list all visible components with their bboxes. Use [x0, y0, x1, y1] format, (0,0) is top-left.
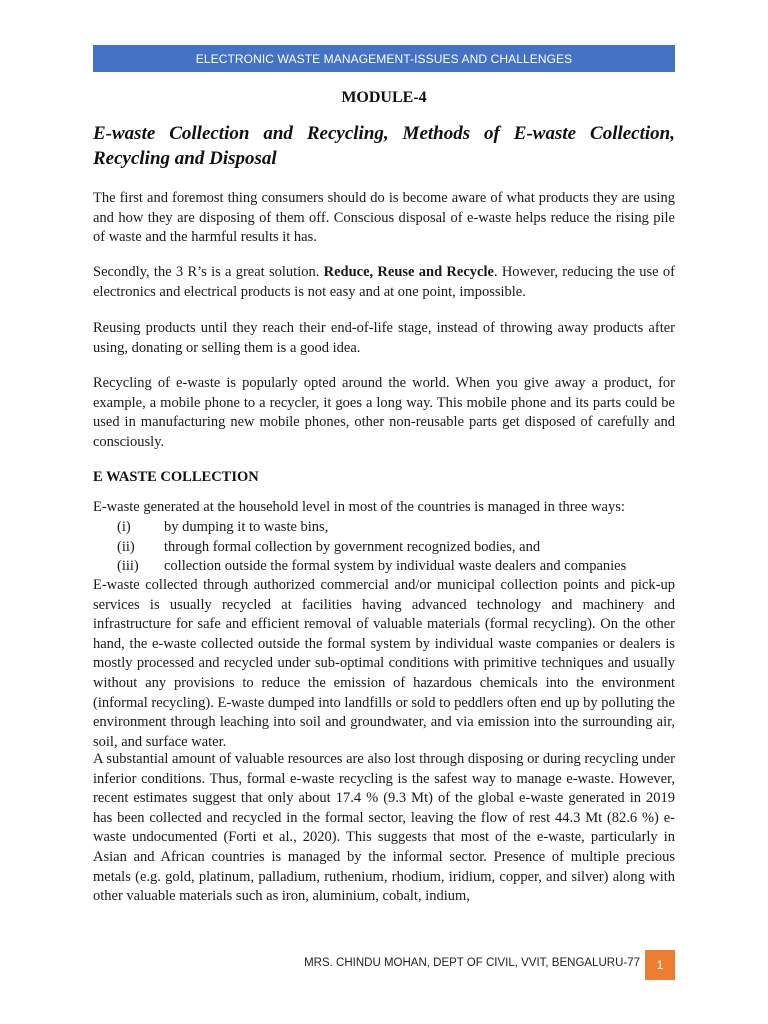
- module-heading: MODULE-4: [341, 89, 427, 106]
- list-item: [93, 557, 675, 577]
- footer-author: MRS. CHINDU MOHAN, DEPT OF CIVIL, VVIT, BENGALURU-77: [304, 957, 640, 969]
- paragraph-5: E-waste collected through authorized commercial and/or municipal collection points and pick-up services is usually recycled at facilities having advanced technology and machinery and infrastructure for safe and efficient removal of valuable materials (formal recycling). On the other hand, the e-waste collected outside the formal system by individual waste companies or dealers is mostly processed and recycled under sub-optimal conditions with primitive techniques and usually without any provisions to reduce the emission of hazardous chemicals into the environment (informal recycling). E-waste dumped into landfills or sold to peddlers often end up by polluting the environment through leaching into soil and groundwater, and via emission into the surrounding air, soil, and surface water.: [93, 577, 675, 750]
- list-item-text: collection outside the formal system by individual waste dealers and companies: [164, 558, 627, 575]
- paragraph-2-start: Secondly, the 3 R’s is a great solution.: [93, 264, 324, 280]
- paragraph-2-bold: Reduce, Reuse and Recycle: [323, 264, 494, 280]
- running-header: [93, 45, 675, 72]
- page-title: E-waste Collection and Recycling, Methods of E-waste Collection, Recycling and Disposal: [93, 123, 675, 169]
- list-item: [93, 518, 675, 538]
- section-intro: E-waste generated at the household level in most of the countries is managed in three ways:: [93, 499, 625, 515]
- list-item-text: by dumping it to waste bins,: [164, 519, 329, 535]
- collection-methods-list: [93, 518, 675, 577]
- list-item-number: (iii): [117, 558, 139, 575]
- list-item-number: (ii): [117, 538, 135, 555]
- paragraph-2-end: . However, reducing the use of electronics and electrical products is not easy and at one point, impossible.: [93, 264, 675, 300]
- paragraph-1: The first and foremost thing consumers should do is become aware of what products they are using and how they are disposing of them off. Conscious disposal of e-waste helps reduce the rising pile of waste and the harmful results it has.: [93, 190, 675, 246]
- section-heading: E WASTE COLLECTION: [93, 469, 259, 485]
- paragraph-4: Recycling of e-waste is popularly opted around the world. When you give away a product, for example, a mobile phone to a recycler, it goes a long way. This mobile phone and its parts could be used in manufacturing new mobile phones, other non-reusable parts get disposed of carefully and consciously.: [93, 375, 675, 450]
- paragraph-6: A substantial amount of valuable resources are also lost through disposing or during recycling under inferior conditions. Thus, formal e-waste recycling is the safest way to manage e-waste. However, recent estimates suggest that only about 17.4 % (9.3 Mt) of the global e-waste generated in 2019 has been collected and recycled in the formal sector, leaving the flow of rest 44.3 Mt (82.6 %) e-waste undocumented (Forti et al., 2020). This suggests that most of the e-waste, particularly in Asian and African countries is managed by the informal sector. Presence of multiple precious metals (e.g. gold, platinum, palladium, ruthenium, rhodium, iridium, copper, and silver) along with other valuable materials such as iron, aluminium, cobalt, indium,: [93, 751, 675, 905]
- page-number-badge: [645, 950, 675, 980]
- list-item-text: through formal collection by government recognized bodies, and: [164, 538, 541, 555]
- page-number: 1: [656, 958, 664, 972]
- paragraph-3: Reusing products until they reach their end-of-life stage, instead of throwing away products after using, donating or selling them is a good idea.: [93, 320, 675, 356]
- paragraph-2: [93, 263, 675, 302]
- list-item: [93, 538, 675, 558]
- list-item-number: (i): [117, 519, 131, 535]
- running-header-title: ELECTRONIC WASTE MANAGEMENT-ISSUES AND CHALLENGES: [195, 51, 573, 66]
